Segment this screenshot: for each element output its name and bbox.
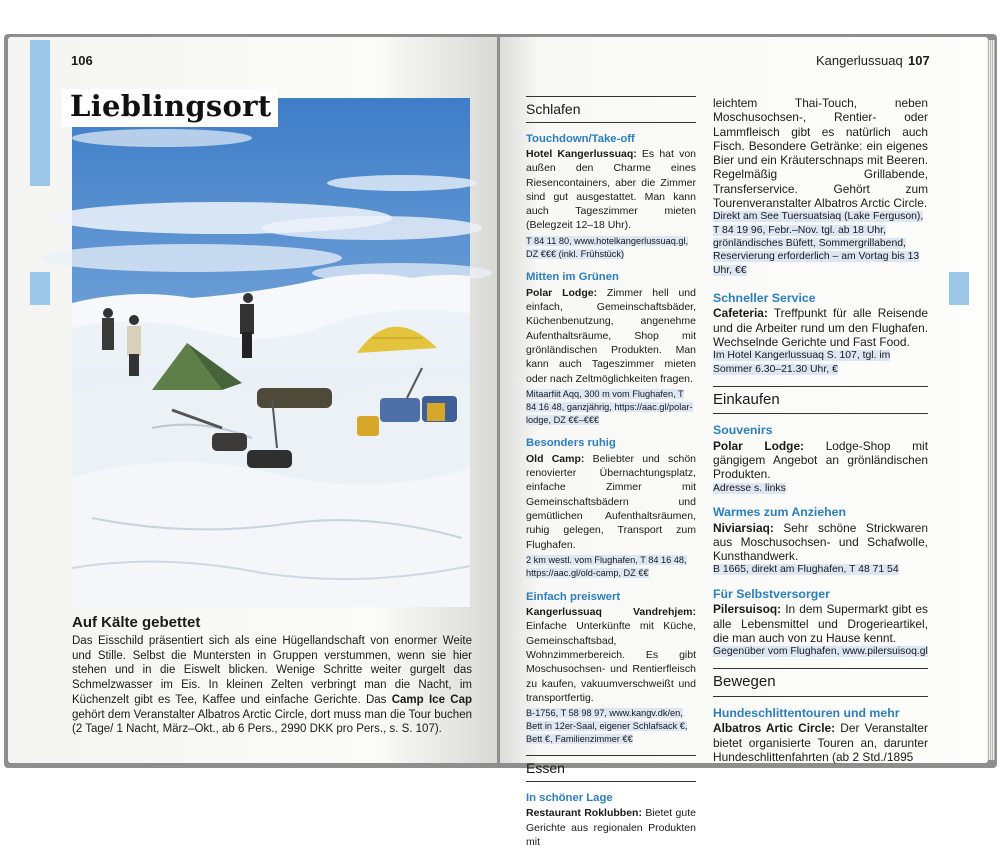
listing-polar-lodge: Mitten im Grünen Polar Lodge: Zimmer hell und einfach, Gemeinschaftsbäder, Küchenbenutzung, angenehme Aufenthaltsräume, Shop mit grönländischen Produkten. Man kann auch Tageszimmer mieten oder nach Zeltmöglichkeiten fragen. Mitaarfiit Aqq, 300 m vom Flughafen, T 84 16 48, ganzjährig, https://aac.gl/polar-lodge, DZ €€–€€€ bbox=[526, 271, 696, 425]
listing-name: Old Camp: bbox=[526, 452, 585, 465]
listing-polar-lodge-shop: Souvenirs Polar Lodge: Lodge-Shop mit gängigem Angebot an grönländischen Produkten. Adresse s. links bbox=[713, 423, 928, 494]
listing-name: Albatros Artic Circle: bbox=[713, 721, 836, 736]
listing-albatros: Hundeschlittentouren und mehr Albatros Artic Circle: Der Veranstalter bietet organisierte Touren an, darunter Hundeschlittenfahrten (ab 2 Std./1895 bbox=[713, 705, 928, 764]
ice-cap-photo bbox=[72, 98, 470, 607]
feature-text: Das Eisschild präsentiert sich als eine Hügellandschaft von enormer Weite und Stille. Selbst die Muntersten in Gruppen verstummen, wenn sie hier stehen und in die Eiswelt blicken. Wenige Schritte weiter gurgelt das Schmelzwasser im Eis. In kleinen Zelten verbringt man die Nacht, im Küchenzelt gibt es Tee, Kaffee und einfache Gerichte. Das Camp Ice Cap gehört dem Veranstalter Albatros Arctic Circle, dort muss man die Tour buchen (2 Tage/ 1 Nacht, März–Okt., ab 6 Pers., 2990 DKK pro Pers., s. S. 107). bbox=[72, 635, 472, 736]
section-heading-essen: Essen bbox=[526, 755, 696, 782]
category-label: Souvenirs bbox=[713, 423, 773, 438]
listing-address: Mitaarfiit Aqq, 300 m vom Flughafen, T 84 16 48, ganzjährig, https://aac.gl/polar-lodge, DZ €€–€€€ bbox=[526, 388, 693, 425]
listing-name: Kangerlussuaq Vandrehjem: bbox=[526, 606, 696, 619]
thumb-tab-left bbox=[30, 272, 50, 305]
camp-name: Camp Ice Cap bbox=[391, 693, 472, 706]
listing-pilersuisoq: Für Selbstversorger Pilersuisoq: In dem Supermarkt gibt es alle Lebensmittel und Drogerieartikel, die man auch von zu Hause kennt. Gegenüber vom Flughafen, www.pilersuisoq.gl bbox=[713, 586, 928, 658]
listing-name: Pilersuisoq: bbox=[713, 602, 782, 617]
thumb-tab-right bbox=[949, 272, 969, 305]
listing-address: B-1756, T 58 98 97, www.kangv.dk/en, Bett in 12er-Saal, eigener Schlafsack €, Bett €, Familienzimmer €€ bbox=[526, 708, 688, 744]
section-heading-schlafen: Schlafen bbox=[526, 96, 696, 123]
listing-vandrehjem: Einfach preiswert Kangerlussuaq Vandrehjem: Einfache Unterkünfte mit Küche, Gemeinschaftsbad, Wohnzimmerbereich. Es gibt Moschusochsen- und Rentierfleisch zu kaufen, vakuumverschweißt und transportfertig. B-1756, T 58 98 97, www.kangv.dk/en, Bett in 12er-Saal, eigener Schlafsack €, Bett €, Familienzimmer €€ bbox=[526, 590, 696, 744]
listing-address: T 84 11 80, www.hotelkangerlussuaq.gl, DZ €€€ (inkl. Frühstück) bbox=[526, 235, 689, 259]
listing-address: Direkt am See Tuersuatsiaq (Lake Ferguson), T 84 19 96, Febr.–Nov. tgl. ab 18 Uhr, grönländisches Büfett, Sommergrillabend, Reservierung erforderlich – am Vortag bis 13 Uhr, €€ bbox=[713, 211, 924, 276]
listing-address: Im Hotel Kangerlussuaq S. 107, tgl. im Sommer 6.30–21.30 Uhr, € bbox=[713, 350, 891, 375]
section-heading-einkaufen: Einkaufen bbox=[713, 386, 928, 415]
category-label: Besonders ruhig bbox=[526, 437, 616, 450]
page-number-right: 107 bbox=[908, 53, 930, 68]
category-label: Touchdown/Take-off bbox=[526, 132, 635, 145]
category-label: Warmes zum Anziehen bbox=[713, 505, 847, 520]
listing-address: 2 km westl. vom Flughafen, T 84 16 48, https://aac.gl/old-camp, DZ €€ bbox=[526, 554, 687, 578]
category-label: Einfach preiswert bbox=[526, 590, 621, 603]
listing-old-camp: Besonders ruhig Old Camp: Beliebter und schön renovierter Übernachtungsplatz, einfache Zimmer mit Gemeinschaftsbädern und gemütlichen Aufenthaltsräumen, ruhig gelegen, Transport zum Flughafen. 2 km westl. vom Flughafen, T 84 16 48, https://aac.gl/old-camp, DZ €€ bbox=[526, 437, 696, 578]
column-right bbox=[713, 96, 928, 764]
running-head: Kangerlussuaq bbox=[816, 53, 903, 68]
thumb-tab-top bbox=[30, 40, 50, 186]
listing-name: Polar Lodge: bbox=[713, 438, 805, 453]
listing-name: Polar Lodge: bbox=[526, 286, 598, 299]
listing-address: B 1665, direkt am Flughafen, T 48 71 54 bbox=[713, 564, 899, 576]
listing-niviarsiaq: Warmes zum Anziehen Niviarsiaq: Sehr schöne Strickwaren aus Moschusochsen- und Schafwolle, Kunsthandwerk. B 1665, direkt am Flughafen, T 48 71 54 bbox=[713, 505, 928, 576]
page-edges bbox=[987, 40, 995, 760]
section-heading-bewegen: Bewegen bbox=[713, 668, 928, 697]
roklubben-continued: leichtem Thai-Touch, neben Moschusochsen-, Rentier- oder Lammfleisch gibt es natürlich auch Fisch. Besondere Getränke: ein eigenes Bier und ein Kräuterschnaps mit Beeren. Regelmäßig Grillabende, Transferservice. Gehört zum Tourenveranstalter Albatros Arctic Circle. bbox=[713, 96, 928, 211]
listing-cafeteria: Schneller Service Cafeteria: Treffpunkt für alle Reisende und die Arbeiter rund um den Flughafen. Wechselnde Gerichte und Fast Food. Im Hotel Kangerlussuaq S. 107, tgl. im Sommer 6.30–21.30 Uhr, € bbox=[713, 290, 928, 375]
category-label: Mitten im Grünen bbox=[526, 271, 619, 284]
listing-name: Restaurant Roklubben: bbox=[526, 807, 642, 820]
listing-address: Gegenüber vom Flughafen, www.pilersuisoq.gl bbox=[713, 646, 928, 658]
listing-hotel-kangerlussuaq: Touchdown/Take-off Hotel Kangerlussuaq: Es hat von außen den Charme eines Riesencontainers, aber die Zimmer sind gut ausgestattet. Man kann auch Tageszimmer mieten (Belegzeit 12–18 Uhr). T 84 11 80, www.hotelkangerlussuaq.gl, DZ €€€ (inkl. Frühstück) bbox=[526, 132, 696, 259]
feature-heading: Auf Kälte gebettet bbox=[72, 614, 201, 631]
listing-address: Adresse s. links bbox=[713, 482, 786, 494]
category-label: Hundeschlittentouren und mehr bbox=[713, 705, 900, 720]
listing-name: Hotel Kangerlussuaq: bbox=[526, 148, 637, 160]
listing-name: Niviarsiaq: bbox=[713, 520, 774, 535]
column-left bbox=[526, 96, 696, 851]
listing-roklubben: In schöner Lage Restaurant Roklubben: Bietet gute Gerichte aus regionalen Produkten mit bbox=[526, 791, 696, 849]
page-number-left: 106 bbox=[71, 53, 93, 68]
category-label: Für Selbstversorger bbox=[713, 586, 830, 601]
category-label: Schneller Service bbox=[713, 290, 816, 305]
listing-name: Cafeteria: bbox=[713, 306, 768, 321]
category-label: In schöner Lage bbox=[526, 791, 613, 804]
page-title: Lieblingsort bbox=[70, 89, 272, 123]
title-label bbox=[62, 89, 278, 127]
